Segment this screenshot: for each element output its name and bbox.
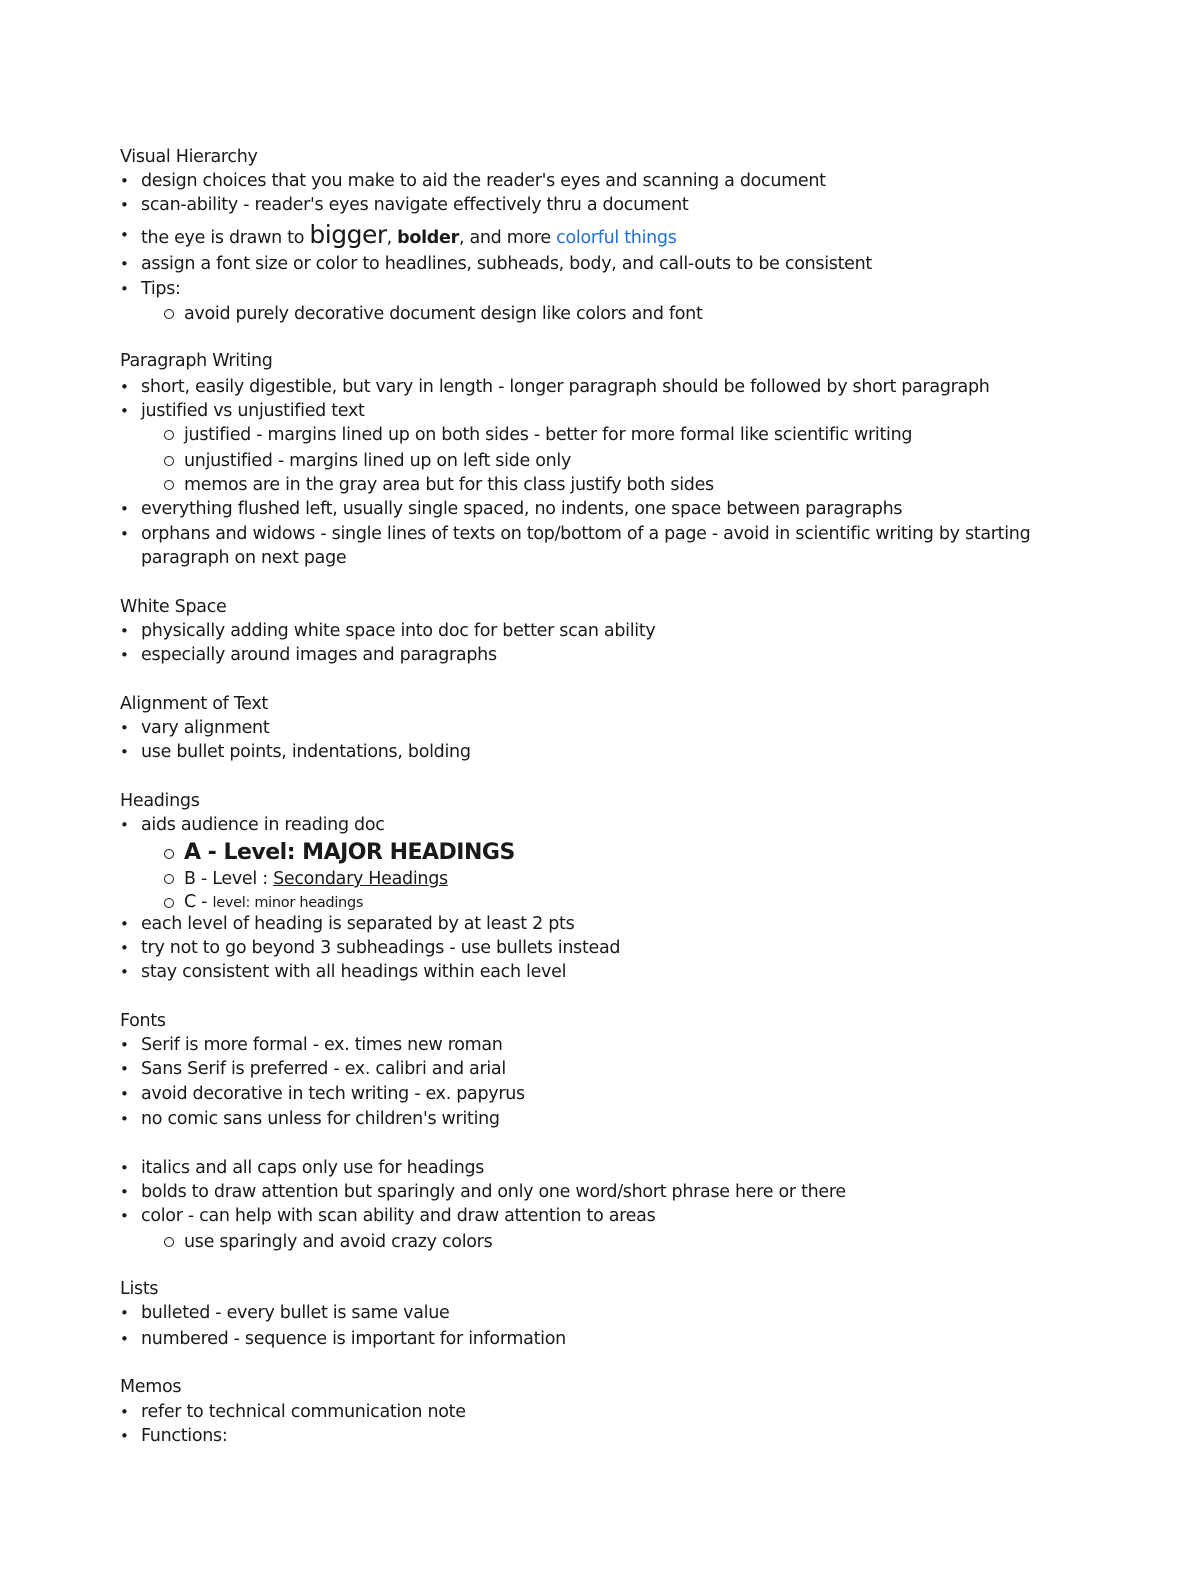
sub-list-item: justified - margins lined up on both sides - better for more formal like scientific writing xyxy=(163,423,912,447)
list-item: • orphans and widows - single lines of texts on top/bottom of a page - avoid in scientific writing by starting xyxy=(120,522,1030,546)
emphasis-prefix: the eye is drawn to xyxy=(141,228,310,248)
section-heading-lists: Lists xyxy=(120,1279,159,1299)
section-heading-paragraph-writing: Paragraph Writing xyxy=(120,351,273,371)
list-item: • bolds to draw attention but sparingly and only one word/short phrase here or there xyxy=(120,1180,846,1204)
minor-heading-example: level: minor headings xyxy=(212,895,364,911)
section-heading-white-space: White Space xyxy=(120,597,227,617)
section-heading-fonts: Fonts xyxy=(120,1011,166,1031)
list-item: • italics and all caps only use for headings xyxy=(120,1156,484,1180)
section-heading-alignment: Alignment of Text xyxy=(120,694,268,714)
list-item: • everything flushed left, usually single spaced, no indents, one space between paragraphs xyxy=(120,497,902,521)
colorful-phrase: colorful things xyxy=(556,228,677,248)
level-b-prefix: B - Level : xyxy=(184,869,274,889)
list-item: • Functions: xyxy=(120,1424,227,1448)
list-item: • Sans Serif is preferred - ex. calibri and arial xyxy=(120,1057,506,1081)
list-item: • color - can help with scan ability and draw attention to areas xyxy=(120,1204,655,1228)
list-item: • bulleted - every bullet is same value xyxy=(120,1301,449,1325)
list-item: • each level of heading is separated by at least 2 pts xyxy=(120,912,574,936)
bigger-word: bigger xyxy=(309,220,387,249)
list-item: • scan-ability - reader's eyes navigate effectively thru a document xyxy=(120,193,688,217)
list-item: • short, easily digestible, but vary in length - longer paragraph should be followed by short paragraph xyxy=(120,375,990,399)
list-item-continuation: paragraph on next page xyxy=(141,548,347,568)
section-heading-headings: Headings xyxy=(120,791,200,811)
list-item: • physically adding white space into doc for better scan ability xyxy=(120,619,655,643)
list-item: • try not to go beyond 3 subheadings - use bullets instead xyxy=(120,936,620,960)
list-item: • especially around images and paragraphs xyxy=(120,643,497,667)
level-c-prefix: C - xyxy=(184,892,213,912)
list-item: • stay consistent with all headings within each level xyxy=(120,960,566,984)
sub-list-item-level-b xyxy=(163,867,448,891)
list-item: • refer to technical communication note xyxy=(120,1400,466,1424)
major-heading-example: A - Level: MAJOR HEADINGS xyxy=(184,840,515,865)
list-item: • assign a font size or color to headlines, subheads, body, and call-outs to be consistent xyxy=(120,252,872,276)
list-item: • design choices that you make to aid the reader's eyes and scanning a document xyxy=(120,169,826,193)
secondary-heading-example: Secondary Headings xyxy=(273,869,448,889)
list-item: • aids audience in reading doc xyxy=(120,813,385,837)
list-item: • avoid decorative in tech writing - ex. papyrus xyxy=(120,1082,525,1106)
list-item-emphasis-example xyxy=(120,220,677,250)
section-heading-visual-hierarchy: Visual Hierarchy xyxy=(120,147,258,167)
list-item: • use bullet points, indentations, bolding xyxy=(120,740,471,764)
list-item: • numbered - sequence is important for information xyxy=(120,1327,566,1351)
bolder-word: bolder xyxy=(397,228,459,248)
list-item: • no comic sans unless for children's writing xyxy=(120,1107,500,1131)
emphasis-middle: , and more xyxy=(458,228,557,248)
list-item: • Tips: xyxy=(120,277,181,301)
list-item: • Serif is more formal - ex. times new roman xyxy=(120,1033,503,1057)
section-heading-memos: Memos xyxy=(120,1377,182,1397)
comma-text: , xyxy=(386,228,398,248)
sub-list-item-level-a xyxy=(163,839,515,868)
list-item: • justified vs unjustified text xyxy=(120,399,365,423)
sub-list-item: avoid purely decorative document design like colors and font xyxy=(163,302,703,326)
sub-list-item: unjustified - margins lined up on left side only xyxy=(163,449,571,473)
sub-list-item: memos are in the gray area but for this class justify both sides xyxy=(163,473,714,497)
sub-list-item: use sparingly and avoid crazy colors xyxy=(163,1230,492,1254)
list-item: • vary alignment xyxy=(120,716,269,740)
